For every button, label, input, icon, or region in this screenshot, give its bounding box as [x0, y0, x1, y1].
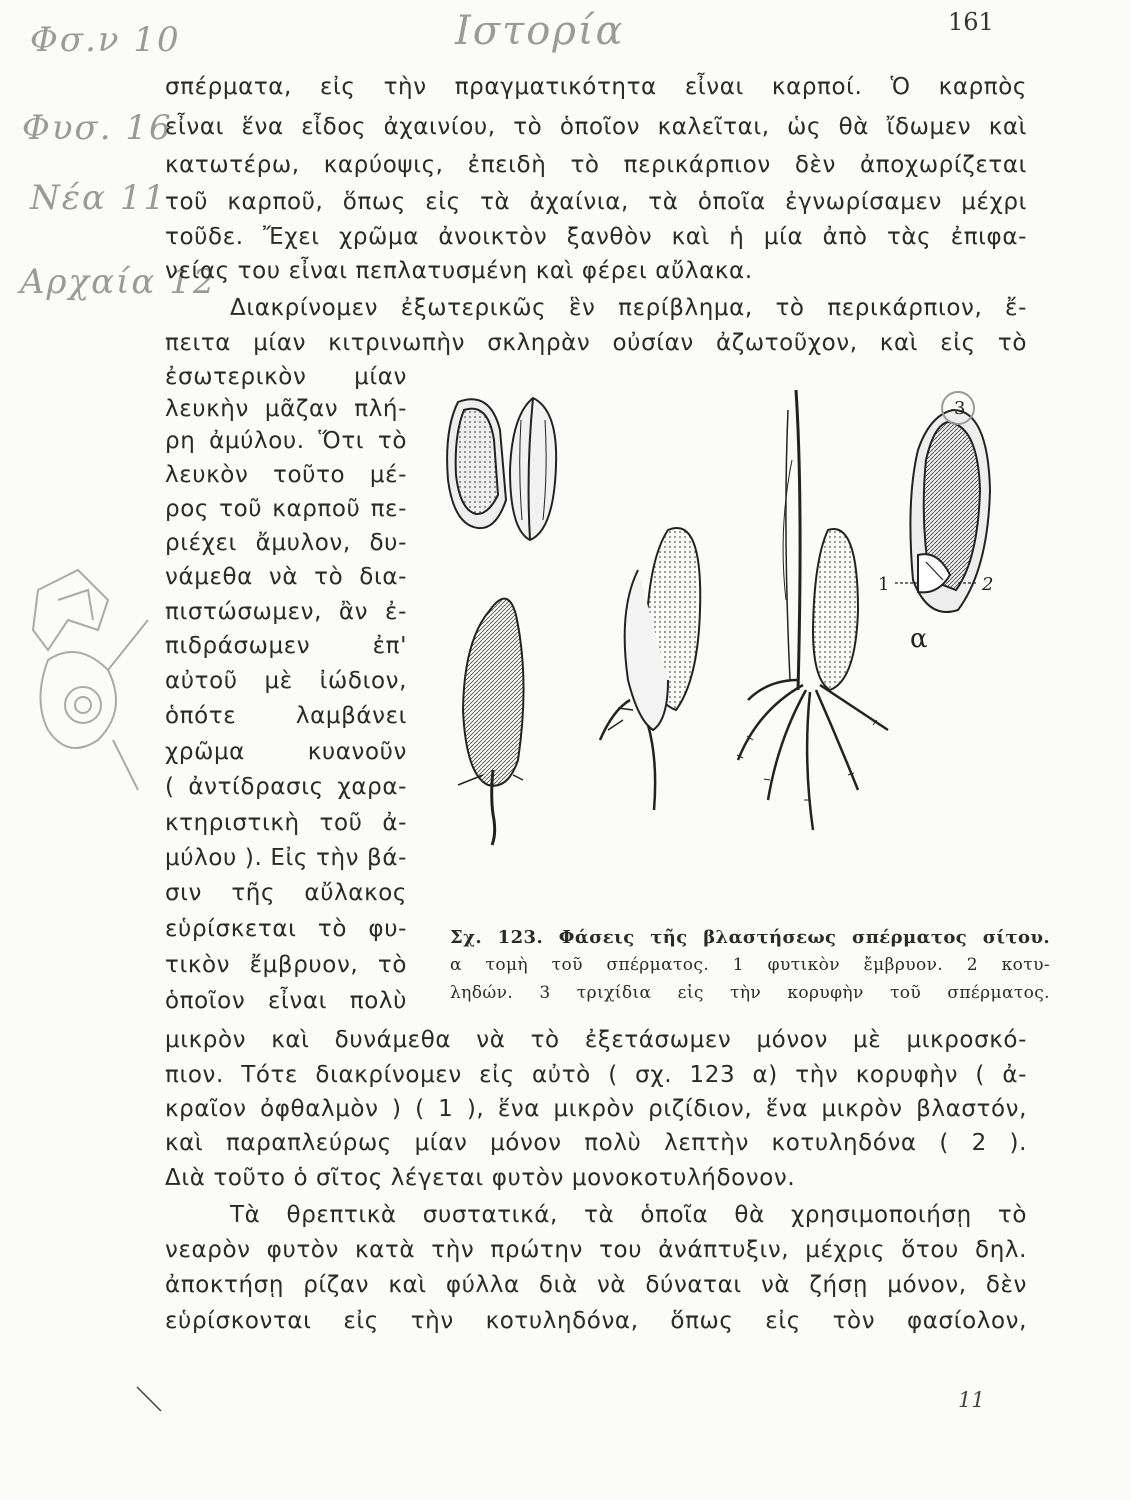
text-line: τοῦ καρποῦ, ὅπως εἰς τὰ ἀχαίνια, τὰ ὁποῖα ἐγνωρίσαμεν μέχρι	[165, 189, 1027, 215]
text-line: πειτα μίαν κιτρινωπὴν σκληρὰν οὐσίαν ἀζωτοῦχον, καὶ εἰς τὸ	[165, 330, 1027, 356]
text-line: κραῖον ὀφθαλμὸν ) ( 1 ), ἕνα μικρὸν ριζίδιον, ἕνα μικρὸν βλαστόν,	[165, 1096, 1027, 1122]
wheat-germination-figure	[418, 380, 1058, 900]
germinating-seed-drawing-1	[458, 599, 524, 845]
figure-label-2: 2	[982, 574, 994, 595]
text-line: πιδράσωμεν ἐπ'	[165, 633, 407, 659]
figure-caption-title: Σχ. 123. Φάσεις τῆς βλαστήσεως σπέρματος σίτου.	[450, 927, 1050, 948]
text-line: λευκὸν τοῦτο μέ-	[165, 462, 407, 488]
text-line: τοῦδε. Ἔχει χρῶμα ἀνοικτὸν ξανθὸν καὶ ἡ μία ἀπὸ τὰς ἐπιφα-	[165, 224, 1027, 250]
whole-seed-drawing	[510, 398, 556, 540]
page-number: 161	[948, 8, 994, 36]
text-line: ( ἀντίδρασις χαρα-	[165, 774, 407, 800]
text-line: χρῶμα κυανοῦν	[165, 739, 407, 765]
text-line: εὑρίσκονται εἰς τὴν κοτυληδόνα, ὅπως εἰς τὸν φασίολον,	[165, 1308, 1027, 1334]
signature-mark: 11	[958, 1388, 985, 1412]
text-line: αὐτοῦ μὲ ἰώδιον,	[165, 668, 407, 694]
figure-label-1: 1	[878, 574, 890, 595]
text-line: Τὰ θρεπτικὰ συστατικά, τὰ ὁποῖα θὰ χρησιμοποιήσῃ τὸ	[230, 1202, 1027, 1228]
text-line: Διακρίνομεν ἐξωτερικῶς ἓν περίβλημα, τὸ περικάρπιον, ἔ-	[230, 295, 1027, 321]
text-line: πιστώσωμεν, ἂν ἐ-	[165, 599, 407, 625]
seed-section-drawing	[447, 399, 506, 528]
text-line: λευκὴν μᾶζαν πλή-	[165, 396, 407, 422]
handwritten-note-2: Ιστορία	[455, 8, 625, 54]
figure-label-3: 3	[954, 398, 966, 419]
handwritten-note-4: Νέα 11	[30, 178, 168, 218]
text-line: Διὰ τοῦτο ὁ σῖτος λέγεται φυτὸν μονοκοτυλήδονον.	[165, 1165, 796, 1191]
text-line: ρος τοῦ καρποῦ πε-	[165, 496, 407, 522]
figure-caption-line: ληδών. 3 τριχίδια εἰς τὴν κορυφὴν τοῦ σπέρματος.	[450, 983, 1050, 1003]
text-line: ριέχει ἄμυλον, δυ-	[165, 530, 407, 556]
figure-label-alpha: α	[910, 624, 928, 654]
text-line: νείας του εἶναι πεπλατυσμένη καὶ φέρει αὔλακα.	[165, 258, 753, 284]
text-line: σπέρματα, εἰς τὴν πραγματικότητα εἶναι καρποί. Ὁ καρπὸς	[165, 74, 1027, 100]
text-line: μύλου ). Εἰς τὴν βά-	[165, 845, 407, 871]
text-line: κατωτέρω, καρύοψις, ἐπειδὴ τὸ περικάρπιον δὲν ἀποχωρίζεται	[165, 152, 1027, 178]
text-line: πιον. Τότε διακρίνομεν εἰς αὐτὸ ( σχ. 123 α) τὴν κορυφὴν ( ἀ-	[165, 1062, 1027, 1088]
text-line: εὑρίσκεται τὸ φυ-	[165, 916, 407, 942]
handwritten-note-3: Φυσ. 16	[22, 108, 173, 148]
text-line: ὁπότε λαμβάνει	[165, 703, 407, 729]
figure-caption-line: α τομὴ τοῦ σπέρματος. 1 φυτικὸν ἔμβρυον. 2 κοτυ-	[450, 955, 1050, 975]
text-line: νεαρὸν φυτὸν κατὰ τὴν πρώτην του ἀνάπτυξιν, μέχρις ὅτου δηλ.	[165, 1237, 1027, 1263]
text-line: σιν τῆς αὔλακος	[165, 880, 407, 906]
germinating-seed-drawing-2	[600, 528, 700, 810]
text-line: ἐσωτερικὸν μίαν	[165, 364, 407, 390]
text-line: μικρὸν καὶ δυνάμεθα νὰ τὸ ἐξετάσωμεν μόνον μὲ μικροσκό-	[165, 1027, 1027, 1053]
handwritten-note-1: Φσ.ν 10	[30, 20, 181, 60]
handwritten-note-5: Αρχαία 12	[20, 262, 217, 302]
text-line: τικὸν ἔμβρυον, τὸ	[165, 952, 407, 978]
text-line: καὶ παραπλεύρως μίαν μόνον πολὺ λεπτὴν κοτυληδόνα ( 2 ).	[165, 1130, 1027, 1156]
margin-sketch-drawing	[18, 560, 158, 800]
text-line: νάμεθα νὰ τὸ δια-	[165, 564, 407, 590]
text-line: ὁποῖον εἶναι πολὺ	[165, 988, 407, 1014]
seedling-with-roots-drawing	[737, 390, 888, 830]
text-line: κτηριστικὴ τοῦ ἀ-	[165, 810, 407, 836]
text-line: ἀποκτήσῃ ρίζαν καὶ φύλλα διὰ νὰ δύναται νὰ ζήσῃ μόνον, δὲν	[165, 1272, 1027, 1298]
text-line: εἶναι ἕνα εἶδος ἀχαινίου, τὸ ὁποῖον καλεῖται, ὡς θὰ ἴδωμεν καὶ	[165, 114, 1027, 140]
corner-mark	[135, 1385, 165, 1415]
seed-section-alpha-drawing	[910, 392, 990, 612]
text-line: ρη ἀμύλου. Ὅτι τὸ	[165, 428, 407, 454]
